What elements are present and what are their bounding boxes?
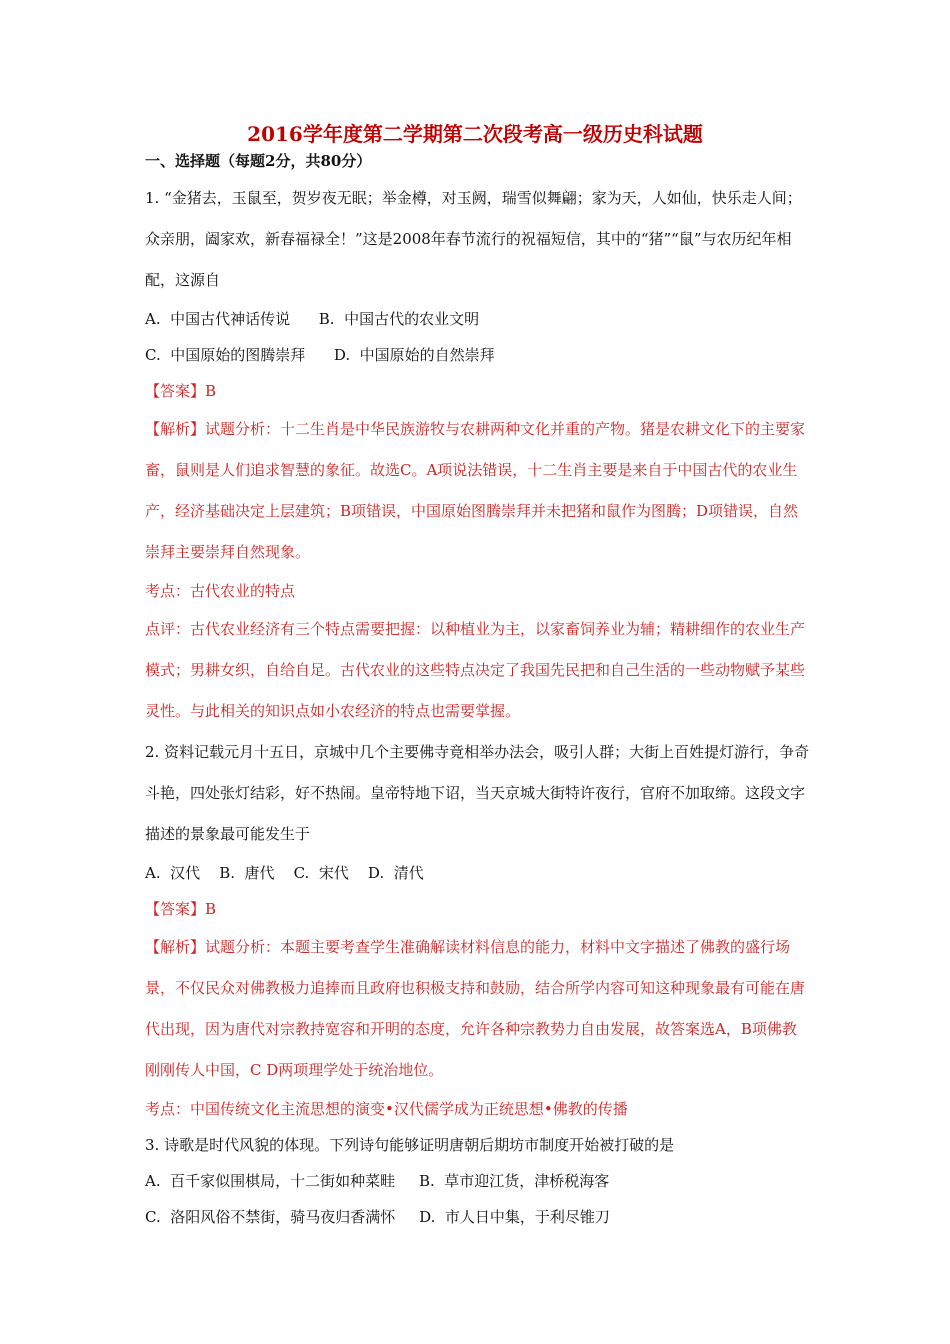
question-stem: 3. 诗歌是时代风貌的体现。下列诗句能够证明唐朝后期坊市制度开始被打破的是 — [145, 1136, 675, 1154]
exam-title: 2016学年度第二学期第二次段考高一级历史科试题 — [247, 122, 703, 146]
option-line: A. 百千家似围棋局，十二街如种菜畦 B. 草市迎江货，津桥税海客 — [145, 1172, 610, 1190]
comment-text: 点评：古代农业经济有三个特点需要把握：以种植业为主，以家畜饲养业为辅；精耕细作的农业生产模式；男耕女织，自给自足。古代农业的这些特点决定了我国先民把和自己生活的一些动物赋予某些灵性。与此相关的知识点如小农经济的特点也需要掌握。 — [145, 620, 806, 720]
question-1 — [145, 178, 810, 732]
answer-line: 【答案】B — [145, 382, 217, 400]
knowledge-point: 考点：中国传统文化主流思想的演变•汉代儒学成为正统思想•佛教的传播 — [145, 1100, 628, 1118]
option-line: A. 中国古代神话传说 B. 中国古代的农业文明 — [145, 310, 480, 328]
question-stem: 1. “金猪去，玉鼠至，贺岁夜无眠；举金樽，对玉阙，瑞雪似舞翩；家为天，人如仙，快乐走人间；众亲朋，阖家欢，新春福禄全！”这是2008年春节流行的祝福短信，其中的“猪”“鼠”与农历纪年相配，这源自 — [145, 189, 802, 289]
question-stem: 2. 资料记载元月十五日，京城中几个主要佛寺竟相举办法会，吸引人群；大街上百姓提灯游行，争奇斗艳，四处张灯结彩，好不热闹。皇帝特地下诏，当天京城大街特许夜行，官府不加取缔。这段文字描述的景象最可能发生于 — [145, 743, 810, 843]
option-line: C. 洛阳风俗不禁街，骑马夜归香满怀 D. 市人日中集，于利尽锥刀 — [145, 1208, 610, 1226]
option-line: A. 汉代 B. 唐代 C. 宋代 D. 清代 — [145, 864, 424, 882]
knowledge-point: 考点：古代农业的特点 — [145, 582, 296, 600]
section-heading: 一、选择题（每题2分，共80分） — [145, 152, 372, 170]
exam-body — [145, 178, 810, 1235]
answer-line: 【答案】B — [145, 900, 217, 918]
analysis-text: 【解析】试题分析：十二生肖是中华民族游牧与农耕两种文化并重的产物。猪是农耕文化下的主要家畜，鼠则是人们追求智慧的象征。故选C。A项说法错误，十二生肖主要是来自于中国古代的农业生产，经济基础决定上层建筑；B项错误，中国原始图腾崇拜并未把猪和鼠作为图腾；D项错误，自然崇拜主要崇拜自然现象。 — [145, 420, 806, 561]
option-line: C. 中国原始的图腾崇拜 D. 中国原始的自然崇拜 — [145, 346, 495, 364]
question-2 — [145, 732, 810, 1127]
analysis-text: 【解析】试题分析：本题主要考查学生准确解读材料信息的能力，材料中文字描述了佛教的盛行场景，不仅民众对佛教极力追捧而且政府也积极支持和鼓励，结合所学内容可知这种现象最有可能在唐代出现，因为唐代对宗教持宽容和开明的态度，允许各种宗教势力自由发展，故答案选A，B项佛教刚刚传人中国，C D两项理学处于统治地位。 — [145, 938, 806, 1079]
question-3 — [145, 1127, 810, 1235]
